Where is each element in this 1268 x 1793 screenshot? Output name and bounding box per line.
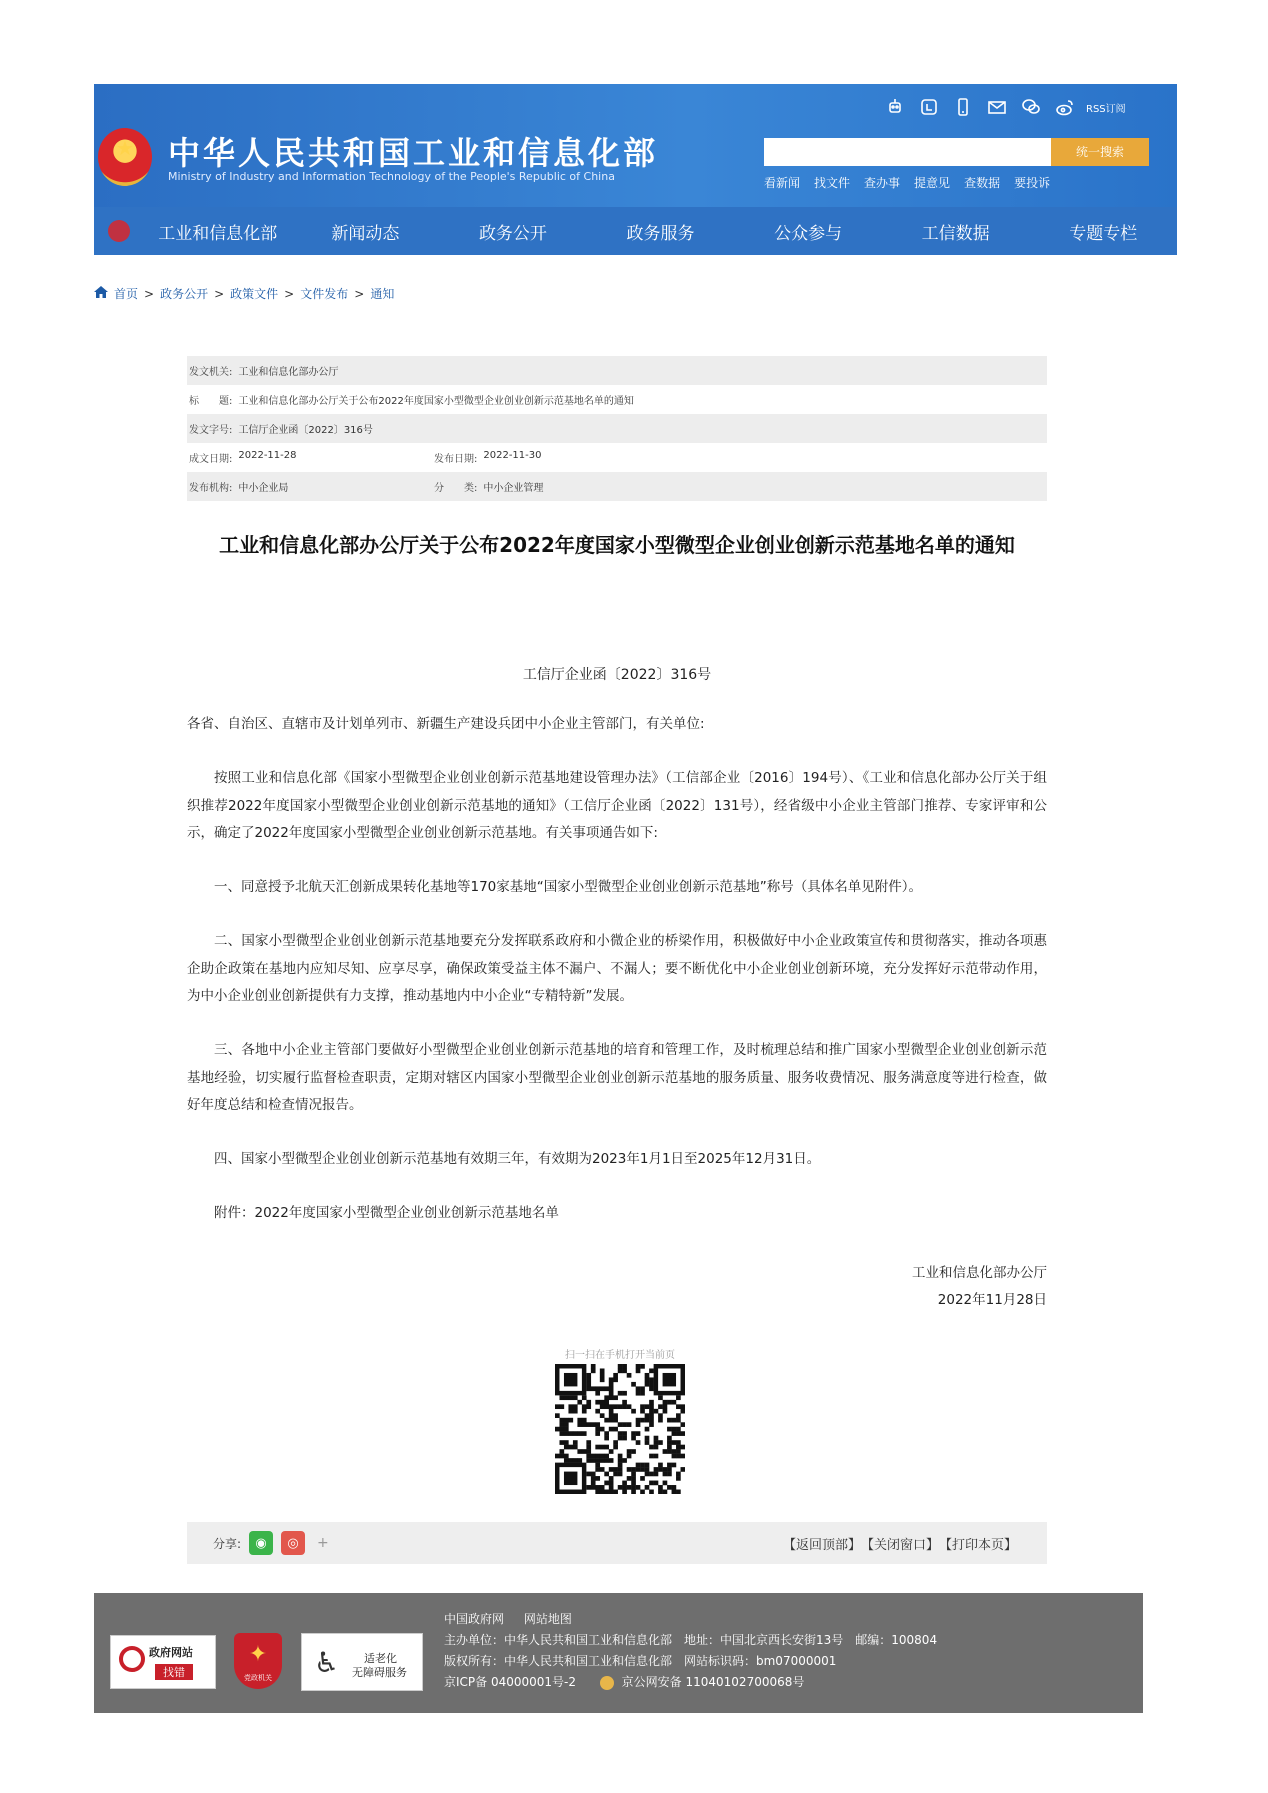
rss-link[interactable]: RSS订阅 <box>1086 103 1126 115</box>
footer-icp[interactable]: 京ICP备 04000001号-2 <box>444 1675 577 1689</box>
nav-item-news[interactable]: 新闻动态 <box>331 223 400 244</box>
meta-published: 2022-11-30 <box>483 450 542 461</box>
gov-site-error-report-badge[interactable] <box>110 1635 216 1689</box>
nav-item-services[interactable]: 政务服务 <box>626 223 695 244</box>
quick-link-files[interactable]: 找文件 <box>814 176 851 190</box>
wechat-icon[interactable] <box>1020 96 1042 118</box>
share-label: 分享: <box>213 1536 242 1551</box>
nav-item-data[interactable]: 工信数据 <box>921 223 990 244</box>
more-share-icon[interactable]: + <box>317 1535 329 1551</box>
meta-issuer-label: 发文机关: <box>189 367 233 378</box>
mobile-icon[interactable] <box>952 96 974 118</box>
page-actions <box>783 1534 1017 1553</box>
weibo-share-icon[interactable]: ◎ <box>281 1531 305 1555</box>
accessibility-icon[interactable] <box>918 96 940 118</box>
breadcrumb-file-release[interactable]: 文件发布 <box>300 287 349 301</box>
badge-zhaocuo-action: 找错 <box>155 1664 193 1680</box>
document-paragraph-1: 按照工业和信息化部《国家小型微型企业创业创新示范基地建设管理办法》（工信部企业〔2016〕194号）、《工业和信息化部办公厅关于组织推荐2022年度国家小型微型企业创业创新示范基地的通知》（工信厅企业函〔2022〕131号），经省级中小企业主管部门推荐、专家评审和公示，确定了2022年度国家小型微型企业创业创新示范基地。有关事项通告如下: <box>187 770 1047 841</box>
site-subtitle: Ministry of Industry and Information Technology of the People's Republic of China <box>168 170 615 183</box>
qr-code <box>555 1364 685 1494</box>
top-icon-bar <box>884 96 1126 118</box>
home-icon[interactable] <box>94 286 108 301</box>
meta-row-doc-no <box>187 414 1047 443</box>
magnifier-icon <box>119 1646 145 1672</box>
quick-link-data[interactable]: 查数据 <box>964 176 1001 190</box>
nav-home-icon[interactable] <box>94 207 144 255</box>
qr-caption: 扫一扫在手机打开当前页 <box>565 1350 675 1361</box>
footer-copyright: 版权所有：中华人民共和国工业和信息化部 网站标识码：bm07000001 <box>444 1654 837 1668</box>
meta-row-dates <box>187 443 1047 472</box>
badge-access-text-1: 适老化 <box>364 1652 397 1665</box>
meta-row-title <box>187 385 1047 414</box>
national-emblem-icon[interactable]: ★ <box>98 128 152 186</box>
party-gov-badge[interactable] <box>234 1633 282 1689</box>
signature-org: 工业和信息化部办公厅 <box>912 1265 1047 1281</box>
breadcrumb-gov-affairs[interactable]: 政务公开 <box>160 287 209 301</box>
nav-item-topics[interactable]: 专题专栏 <box>1069 223 1138 244</box>
footer-police-record[interactable]: 京公网安备 11040102700068号 <box>621 1675 805 1689</box>
footer-link-gov[interactable]: 中国政府网 <box>444 1612 505 1626</box>
back-to-top-link[interactable]: 【返回顶部】 <box>782 1537 861 1553</box>
print-page-link[interactable]: 【打印本页】 <box>938 1537 1017 1553</box>
signature-date: 2022年11月28日 <box>937 1292 1047 1308</box>
meta-org-label: 发布机构: <box>189 483 233 494</box>
meta-title-label: 标 题: <box>189 396 233 407</box>
police-badge-icon <box>600 1676 614 1690</box>
meta-row-org <box>187 472 1047 501</box>
search-button[interactable]: 统一搜索 <box>1051 138 1149 166</box>
share-bar <box>187 1522 1047 1564</box>
meta-category-label: 分 类: <box>434 483 478 494</box>
breadcrumb: 首页 > 政务公开 > 政策文件 > 文件发布 > 通知 <box>94 285 394 302</box>
quick-links <box>764 174 1050 191</box>
meta-published-label: 发布日期: <box>434 454 478 465</box>
meta-doc-no: 工信厅企业函〔2022〕316号 <box>238 425 373 436</box>
quick-link-services[interactable]: 查办事 <box>864 176 901 190</box>
close-window-link[interactable]: 【关闭窗口】 <box>860 1537 939 1553</box>
meta-created: 2022-11-28 <box>238 450 297 461</box>
site-footer <box>94 1593 1143 1713</box>
footer-host-info: 主办单位：中华人民共和国工业和信息化部 地址：中国北京西长安街13号 邮编：100804 <box>444 1633 938 1647</box>
quick-link-feedback[interactable]: 提意见 <box>914 176 951 190</box>
document-salutation: 各省、自治区、直辖市及计划单列市、新疆生产建设兵团中小企业主管部门，有关单位: <box>187 716 705 732</box>
meta-title: 工业和信息化部办公厅关于公布2022年度国家小型微型企业创业创新示范基地名单的通知 <box>238 396 634 407</box>
robot-icon[interactable] <box>884 96 906 118</box>
document-title: 工业和信息化部办公厅关于公布2022年度国家小型微型企业创业创新示范基地名单的通知 <box>219 533 1015 557</box>
main-nav <box>94 207 1177 255</box>
document-paragraph-3: 二、国家小型微型企业创业创新示范基地要充分发挥联系政府和小微企业的桥梁作用，积极做好中小企业政策宣传和贯彻落实，推动各项惠企助企政策在基地内应知尽知、应享尽享，确保政策受益主体不漏户、不漏人；要不断优化中小企业创业创新环境，充分发挥好示范带动作用，为中小企业创业创新提供有力支撑，推动基地内中小企业“专精特新”发展。 <box>187 933 1047 1004</box>
accessibility-service-badge[interactable] <box>301 1633 423 1691</box>
meta-org: 中小企业局 <box>238 483 289 494</box>
quick-link-news[interactable]: 看新闻 <box>764 176 801 190</box>
badge-zhaocuo-text: 政府网站 <box>149 1646 193 1659</box>
nav-item-gov-affairs[interactable]: 政务公开 <box>478 223 547 244</box>
breadcrumb-policy-files[interactable]: 政策文件 <box>230 287 279 301</box>
badge-party-text: 党政机关 <box>244 1674 272 1682</box>
document-number: 工信厅企业函〔2022〕316号 <box>522 667 712 683</box>
meta-category: 中小企业管理 <box>483 483 544 494</box>
document-paragraph-4: 三、各地中小企业主管部门要做好小型微型企业创业创新示范基地的培育和管理工作，及时梳理总结和推广国家小型微型企业创业创新示范基地经验，切实履行监督检查职责，定期对辖区内国家小型微型企业创业创新示范基地的服务质量、服务收费情况、服务满意度等进行检查，做好年度总结和检查情况报告。 <box>187 1042 1047 1113</box>
document-attachment[interactable]: 附件：2022年度国家小型微型企业创业创新示范基地名单 <box>214 1205 559 1221</box>
site-header <box>94 84 1177 255</box>
breadcrumb-notice[interactable]: 通知 <box>370 287 395 301</box>
meta-row-issuer <box>187 356 1047 385</box>
search-input[interactable] <box>764 138 1051 166</box>
meta-issuer: 工业和信息化部办公厅 <box>238 367 339 378</box>
footer-link-sitemap[interactable]: 网站地图 <box>523 1612 572 1626</box>
document-paragraph-2: 一、同意授予北航天汇创新成果转化基地等170家基地“国家小型微型企业创业创新示范基地”称号（具体名单见附件）。 <box>214 879 923 895</box>
quick-link-complaint[interactable]: 要投诉 <box>1014 176 1051 190</box>
footer-info <box>444 1609 937 1693</box>
site-title[interactable]: 中华人民共和国工业和信息化部 <box>168 134 659 172</box>
wechat-share-icon[interactable]: ◉ <box>249 1531 273 1555</box>
weibo-icon[interactable] <box>1054 96 1076 118</box>
nav-item-participation[interactable]: 公众参与 <box>774 223 843 244</box>
breadcrumb-home[interactable]: 首页 <box>114 287 139 301</box>
nav-item-ministry[interactable]: 工业和信息化部 <box>158 223 278 244</box>
document-paragraph-5: 四、国家小型微型企业创业创新示范基地有效期三年，有效期为2023年1月1日至2025年12月31日。 <box>214 1151 821 1167</box>
document-meta-table <box>187 356 1047 501</box>
document-signature <box>787 1260 1047 1314</box>
party-emblem-icon: ✦ <box>248 1642 268 1667</box>
meta-created-label: 成文日期: <box>189 454 233 465</box>
mail-icon[interactable] <box>986 96 1008 118</box>
wheelchair-icon: ♿ <box>314 1646 340 1679</box>
badge-access-text-2: 无障碍服务 <box>352 1666 407 1679</box>
meta-doc-no-label: 发文字号: <box>189 425 233 436</box>
